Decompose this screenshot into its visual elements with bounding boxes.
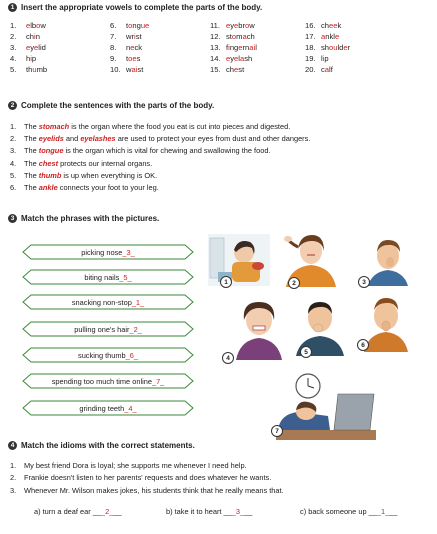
vowel-item [305, 65, 415, 74]
idiom-choice [166, 507, 252, 516]
sentence-number: 2. [10, 134, 17, 144]
word-part: ng [132, 21, 141, 30]
section3-title-text: Match the phrases with the pictures. [21, 214, 160, 223]
vowel-answer: ai [131, 65, 138, 74]
word-part: st [226, 32, 232, 41]
word-part: p [31, 54, 37, 63]
vowel-answer: i [228, 43, 230, 52]
item-number: 15. [210, 65, 221, 74]
idiom-statement [10, 460, 284, 472]
sentence-text: The [24, 183, 39, 193]
grinding-teeth-illustration [232, 296, 286, 360]
phrase-box [22, 347, 194, 363]
word-part: lf [329, 65, 333, 74]
sentences-list [10, 121, 310, 194]
phrase-label [22, 321, 194, 337]
phrase-label [22, 294, 194, 310]
item-number: 3. [10, 43, 17, 52]
idiom-statements [10, 460, 284, 497]
phrase-text: biting nails [84, 272, 120, 282]
idiom-choice [300, 507, 397, 516]
statement-number: 1. [10, 461, 17, 470]
word-part: ch [246, 32, 255, 41]
phrase-answer: _1_ [131, 297, 145, 307]
word-part: w [249, 21, 255, 30]
item-number: 11. [210, 21, 220, 30]
vowel-item [110, 65, 210, 74]
sentence [10, 182, 310, 194]
word-part: h [26, 54, 31, 63]
sentence-text: The [24, 134, 39, 144]
vowel-answer: o [245, 21, 250, 30]
phrase-answer: _4_ [124, 403, 137, 413]
picture-6-label: 6 [357, 339, 369, 351]
word-part: wr [126, 32, 135, 41]
vowel-answer: ou [329, 43, 338, 52]
statement-number: 2. [10, 473, 17, 483]
phrase-answer: _7_ [151, 376, 165, 386]
word-part: ck [134, 43, 143, 52]
word-part: c [321, 65, 325, 74]
picture-1-label: 1 [220, 276, 232, 288]
vowel-item [10, 54, 110, 63]
item-number: 13. [210, 43, 221, 52]
phrase-box [22, 321, 194, 337]
item-number: 17. [305, 32, 316, 41]
answer-blank: __ [92, 507, 101, 516]
word-part: lid [38, 43, 46, 52]
phrase-label [22, 373, 194, 389]
phrase-box [22, 269, 194, 285]
vowel-answer: e [226, 54, 231, 63]
idiom-answer: _2_ [100, 507, 114, 516]
word-part: y [230, 21, 235, 30]
section4-title [8, 441, 195, 450]
item-number: 2. [10, 32, 17, 41]
vowel-answer: i [322, 54, 325, 63]
idiom-answer: _1_ [376, 507, 390, 516]
sentence-number: 1. [10, 122, 17, 131]
vowel-item [305, 32, 415, 41]
section2-title-text: Complete the sentences with the parts of the body. [21, 101, 215, 110]
snacking-illustration [208, 234, 270, 286]
vowel-answer: o [128, 21, 133, 30]
item-number: 14. [210, 54, 221, 63]
section1-title-text: Insert the appropriate vowels to complete the parts of the body. [21, 3, 263, 12]
vowel-answer: ue [140, 21, 150, 30]
item-number: 4. [10, 54, 17, 63]
phrase-text: sucking thumb [78, 350, 126, 360]
vowel-answer: e [234, 21, 239, 30]
vowel-answer: a [324, 65, 330, 74]
vowel-item [10, 32, 110, 41]
vowel-item [210, 32, 305, 41]
sentence [10, 170, 310, 182]
phrase-label [22, 347, 194, 363]
item-number: 9. [110, 54, 117, 63]
word-part: w [40, 21, 46, 30]
word-part: mb [36, 65, 48, 74]
section4-title-text: Match the idioms with the correct statements. [21, 441, 195, 450]
phrase-label [22, 244, 194, 260]
vowel-item [210, 54, 305, 63]
phrase-text: spending too much time online [51, 376, 152, 386]
picture-4-label: 4 [222, 352, 234, 364]
statement-text: My best friend Dora is loyal; she supports me whenever I need help. [24, 461, 247, 470]
section4-number: 4 [8, 441, 17, 450]
online-too-long-illustration [268, 372, 380, 444]
phrase-box [22, 373, 194, 389]
word-part: y [230, 54, 235, 63]
phrase-text: picking nose [81, 247, 123, 257]
body-part-answer: eyelids [38, 134, 64, 144]
idiom-label: c) back someone up [300, 507, 369, 516]
word-part: l [321, 54, 323, 63]
phrase-box [22, 400, 194, 416]
sentence-text: The [24, 122, 39, 131]
idiom-statement [10, 485, 284, 497]
vowel-item [10, 43, 110, 52]
vowel-answer: e [238, 43, 243, 52]
vowel-answer: e [130, 43, 135, 52]
item-number: 8. [110, 43, 117, 52]
word-part: l [255, 43, 257, 52]
vowel-answer: oe [128, 54, 137, 63]
sentence [10, 145, 310, 157]
vowels-grid [10, 21, 430, 74]
sentence-number: 4. [10, 158, 17, 168]
sentence-text: and [63, 134, 81, 144]
section2-title [8, 101, 214, 110]
sentence-text: The [24, 170, 39, 180]
body-part-answer: tongue [38, 146, 64, 156]
sentence-text: is the organ where the food you eat is cut into pieces and digested. [69, 122, 291, 131]
word-part: p [324, 54, 329, 63]
vowel-answer: a [239, 54, 245, 63]
word-part: sh [321, 43, 330, 52]
sentence-text: The [24, 146, 39, 156]
vowel-item [10, 21, 110, 30]
word-part: ch [226, 65, 235, 74]
phrase-answer: _2_ [129, 324, 142, 334]
word-part: k [337, 21, 342, 30]
sentence [10, 133, 310, 145]
picture-3-label: 3 [358, 276, 370, 288]
statement-text: Frankie doesn't listen to her parents' requests and does whatever he wants. [24, 473, 272, 483]
item-number: 10. [110, 65, 121, 74]
vowel-answer: i [134, 32, 136, 41]
statement-text: Whenever Mr. Wilson makes jokes, his students think that he really means that. [24, 485, 284, 495]
answer-blank: __ [368, 507, 377, 516]
word-part: y [30, 43, 35, 52]
word-part: m [236, 32, 243, 41]
vowel-answer: ai [249, 43, 256, 52]
word-part: nkl [325, 32, 335, 41]
item-number: 12. [210, 32, 221, 41]
answer-blank: __ [113, 507, 122, 516]
body-part-answer: stomach [38, 122, 70, 131]
sentence-text: protects our internal organs. [58, 158, 153, 168]
section3-title [8, 214, 159, 223]
vowel-answer: u [32, 65, 37, 74]
vowel-answer: e [26, 43, 31, 52]
item-number: 18. [305, 43, 316, 52]
pulling-hair-illustration [276, 229, 346, 287]
item-number: 7. [110, 32, 117, 41]
word-part: n [126, 43, 131, 52]
word-part: st [238, 65, 245, 74]
word-part: ng [229, 43, 239, 52]
word-part: ch [321, 21, 330, 30]
idiom-answer: _3_ [231, 507, 245, 516]
phrase-box [22, 294, 194, 310]
sentence-number: 6. [10, 183, 17, 193]
vowel-item [10, 65, 110, 74]
word-part: s [136, 54, 141, 63]
sentence-number: 3. [10, 146, 17, 156]
statement-number: 3. [10, 485, 17, 495]
body-part-answer: eyelashes [80, 134, 116, 144]
phrase-answer: _6_ [125, 350, 138, 360]
idiom-label: a) turn a deaf ear [34, 507, 93, 516]
word-part: st [135, 32, 142, 41]
section3-number: 3 [8, 214, 17, 223]
phrase-text: pulling one's hair [74, 324, 130, 334]
sentence-text: are used to protect your eyes from dust and other dangers. [115, 134, 311, 144]
vowel-answer: e [34, 43, 39, 52]
vowel-item [305, 54, 415, 63]
vowel-item [110, 43, 210, 52]
vowel-answer: e [343, 43, 348, 52]
idiom-choice [34, 507, 122, 516]
word-part: br [238, 21, 246, 30]
phrase-text: grinding teeth [79, 403, 125, 413]
vowel-item [110, 32, 210, 41]
word-part: st [137, 65, 144, 74]
picking-nose-illustration [364, 236, 412, 286]
section1-number: 1 [8, 3, 17, 12]
idiom-label: b) take it to heart [166, 507, 224, 516]
vowel-item [210, 65, 305, 74]
item-number: 6. [110, 21, 117, 30]
word-part: r [347, 43, 351, 52]
word-part: t [126, 21, 129, 30]
idiom-statement [10, 472, 284, 484]
phrase-label [22, 269, 194, 285]
body-part-answer: chest [38, 158, 59, 168]
word-part: sh [244, 54, 253, 63]
vowel-answer: a [321, 32, 326, 41]
item-number: 19. [305, 54, 316, 63]
body-part-answer: thumb [38, 170, 62, 180]
vowel-answer: ee [329, 21, 338, 30]
vowel-answer: e [226, 21, 231, 30]
sentence-text: The [24, 158, 39, 168]
section1-title [8, 3, 262, 12]
sentence-text: is up when everything is OK. [61, 170, 158, 180]
word-part: n [35, 32, 40, 41]
picture-2-label: 2 [288, 277, 300, 289]
vowel-item [210, 43, 305, 52]
vowel-answer: a [242, 32, 247, 41]
picture-7-label: 7 [271, 425, 283, 437]
vowel-answer: o [36, 21, 41, 30]
phrase-text: snacking non-stop [71, 297, 132, 307]
word-part: ch [26, 32, 35, 41]
sentence [10, 158, 310, 170]
word-part: ld [337, 43, 344, 52]
item-number: 20. [305, 65, 316, 74]
section2-number: 2 [8, 101, 17, 110]
sentence-text: connects your foot to your leg. [57, 183, 159, 193]
vowel-item [110, 21, 210, 30]
phrase-answer: _5_ [119, 272, 132, 282]
word-part: lb [30, 21, 37, 30]
vowel-item [305, 21, 415, 30]
word-part: th [26, 65, 33, 74]
vowel-item [305, 43, 415, 52]
answer-blank: __ [244, 507, 253, 516]
sentence-number: 5. [10, 170, 17, 180]
phrase-box [22, 244, 194, 260]
word-part: w [126, 65, 132, 74]
vowel-answer: e [234, 54, 239, 63]
vowel-answer: i [30, 54, 32, 63]
vowel-item [210, 21, 305, 30]
answer-blank: __ [389, 507, 398, 516]
vowel-answer: e [334, 32, 340, 41]
item-number: 16. [305, 21, 316, 30]
word-part: t [126, 54, 129, 63]
word-part: rn [242, 43, 250, 52]
word-part: f [226, 43, 229, 52]
sentence [10, 121, 310, 133]
body-part-answer: ankle [38, 183, 58, 193]
vowel-answer: e [234, 65, 239, 74]
vowel-answer: e [26, 21, 31, 30]
phrase-label [22, 400, 194, 416]
vowel-answer: i [34, 32, 36, 41]
vowel-item [110, 54, 210, 63]
word-part: l [238, 54, 240, 63]
sentence-text: is the organ which is vital for chewing and swallowing the food. [63, 146, 271, 156]
item-number: 1. [10, 21, 17, 30]
answer-blank: __ [223, 507, 232, 516]
vowel-answer: o [231, 32, 237, 41]
item-number: 5. [10, 65, 17, 74]
picture-5-label: 5 [300, 346, 312, 358]
phrase-answer: _3_ [122, 247, 135, 257]
